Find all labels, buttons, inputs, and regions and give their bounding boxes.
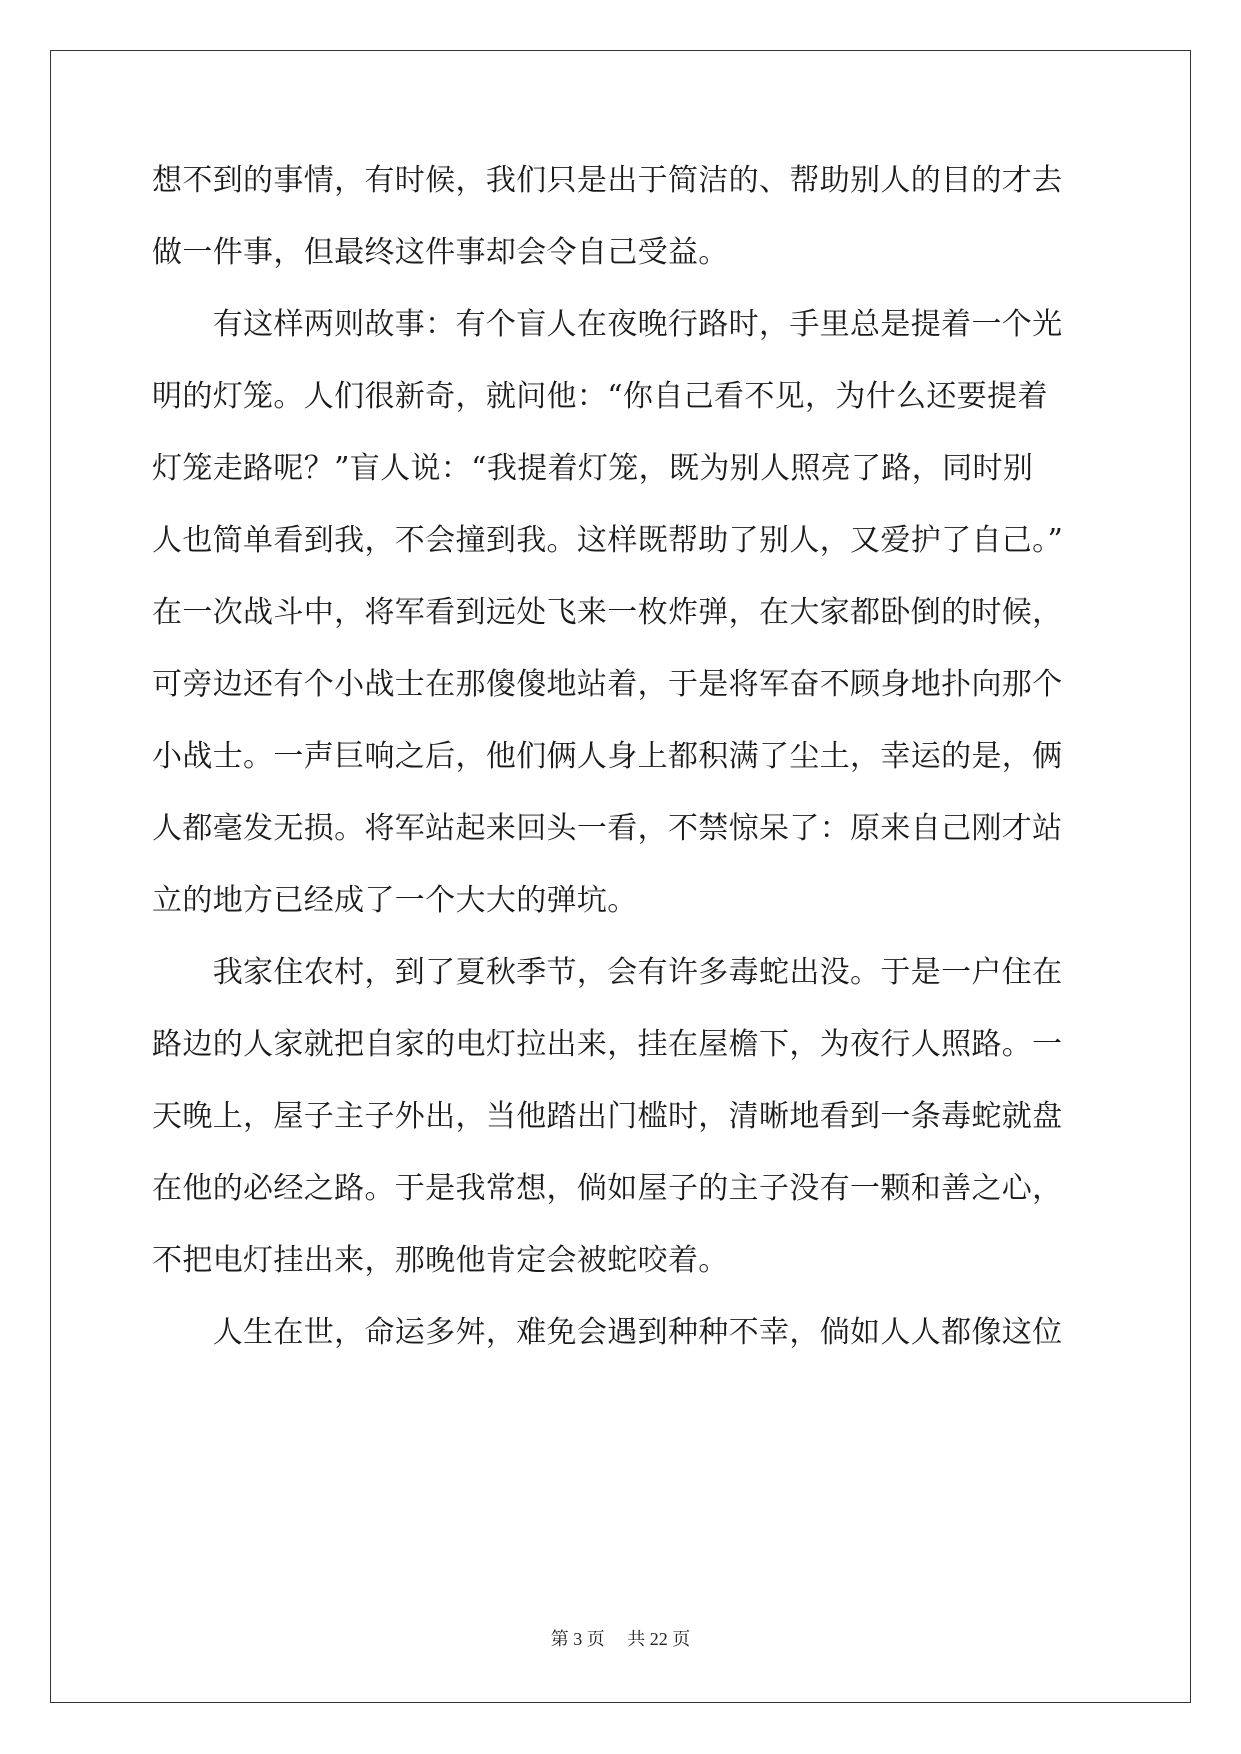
text-line: 不把电灯挂出来，那晚他肯定会被蛇咬着。: [152, 1243, 729, 1278]
text-line: 小战士。一声巨响之后，他们俩人身上都积满了尘土，幸运的是，俩: [152, 739, 1063, 774]
text-line: 可旁边还有个小战士在那傻傻地站着，于是将军奋不顾身地扑向那个: [152, 667, 1063, 702]
text-line: 路边的人家就把自家的电灯拉出来，挂在屋檐下，为夜行人照路。一: [152, 1027, 1063, 1062]
text-line: 在一次战斗中，将军看到远处飞来一枚炸弹，在大家都卧倒的时候，: [152, 595, 1063, 630]
text-line: 人也简单看到我，不会撞到我。这样既帮助了别人，又爱护了自己。”: [152, 523, 1064, 558]
text-line: 天晚上，屋子主子外出，当他踏出门槛时，清晰地看到一条毒蛇就盘: [152, 1099, 1063, 1134]
text-line: 人都毫发无损。将军站起来回头一看，不禁惊呆了：原来自己刚才站: [152, 811, 1063, 846]
page-footer: [0, 1625, 1241, 1651]
text-line: 我家住农村，到了夏秋季节，会有许多毒蛇出没。于是一户住在: [152, 955, 1063, 990]
page-number-label: 第 3 页 共 22 页: [550, 1629, 691, 1649]
text-line: 做一件事，但最终这件事却会令自己受益。: [152, 235, 729, 270]
text-line: 灯笼走路呢？”盲人说：“我提着灯笼，既为别人照亮了路，同时别: [152, 451, 1034, 486]
text-line: 明的灯笼。人们很新奇，就问他：“你自己看不见，为什么还要提着: [152, 379, 1048, 414]
page-border: [50, 50, 1191, 1703]
text-line: 人生在世，命运多舛，难免会遇到种种不幸，倘如人人都像这位: [152, 1315, 1063, 1350]
text-line: 有这样两则故事：有个盲人在夜晚行路时，手里总是提着一个光: [152, 307, 1063, 342]
text-line: 想不到的事情，有时候，我们只是出于简洁的、帮助别人的目的才去: [152, 163, 1063, 198]
text-line: 立的地方已经成了一个大大的弹坑。: [152, 883, 638, 918]
text-line: 在他的必经之路。于是我常想，倘如屋子的主子没有一颗和善之心，: [152, 1171, 1063, 1206]
